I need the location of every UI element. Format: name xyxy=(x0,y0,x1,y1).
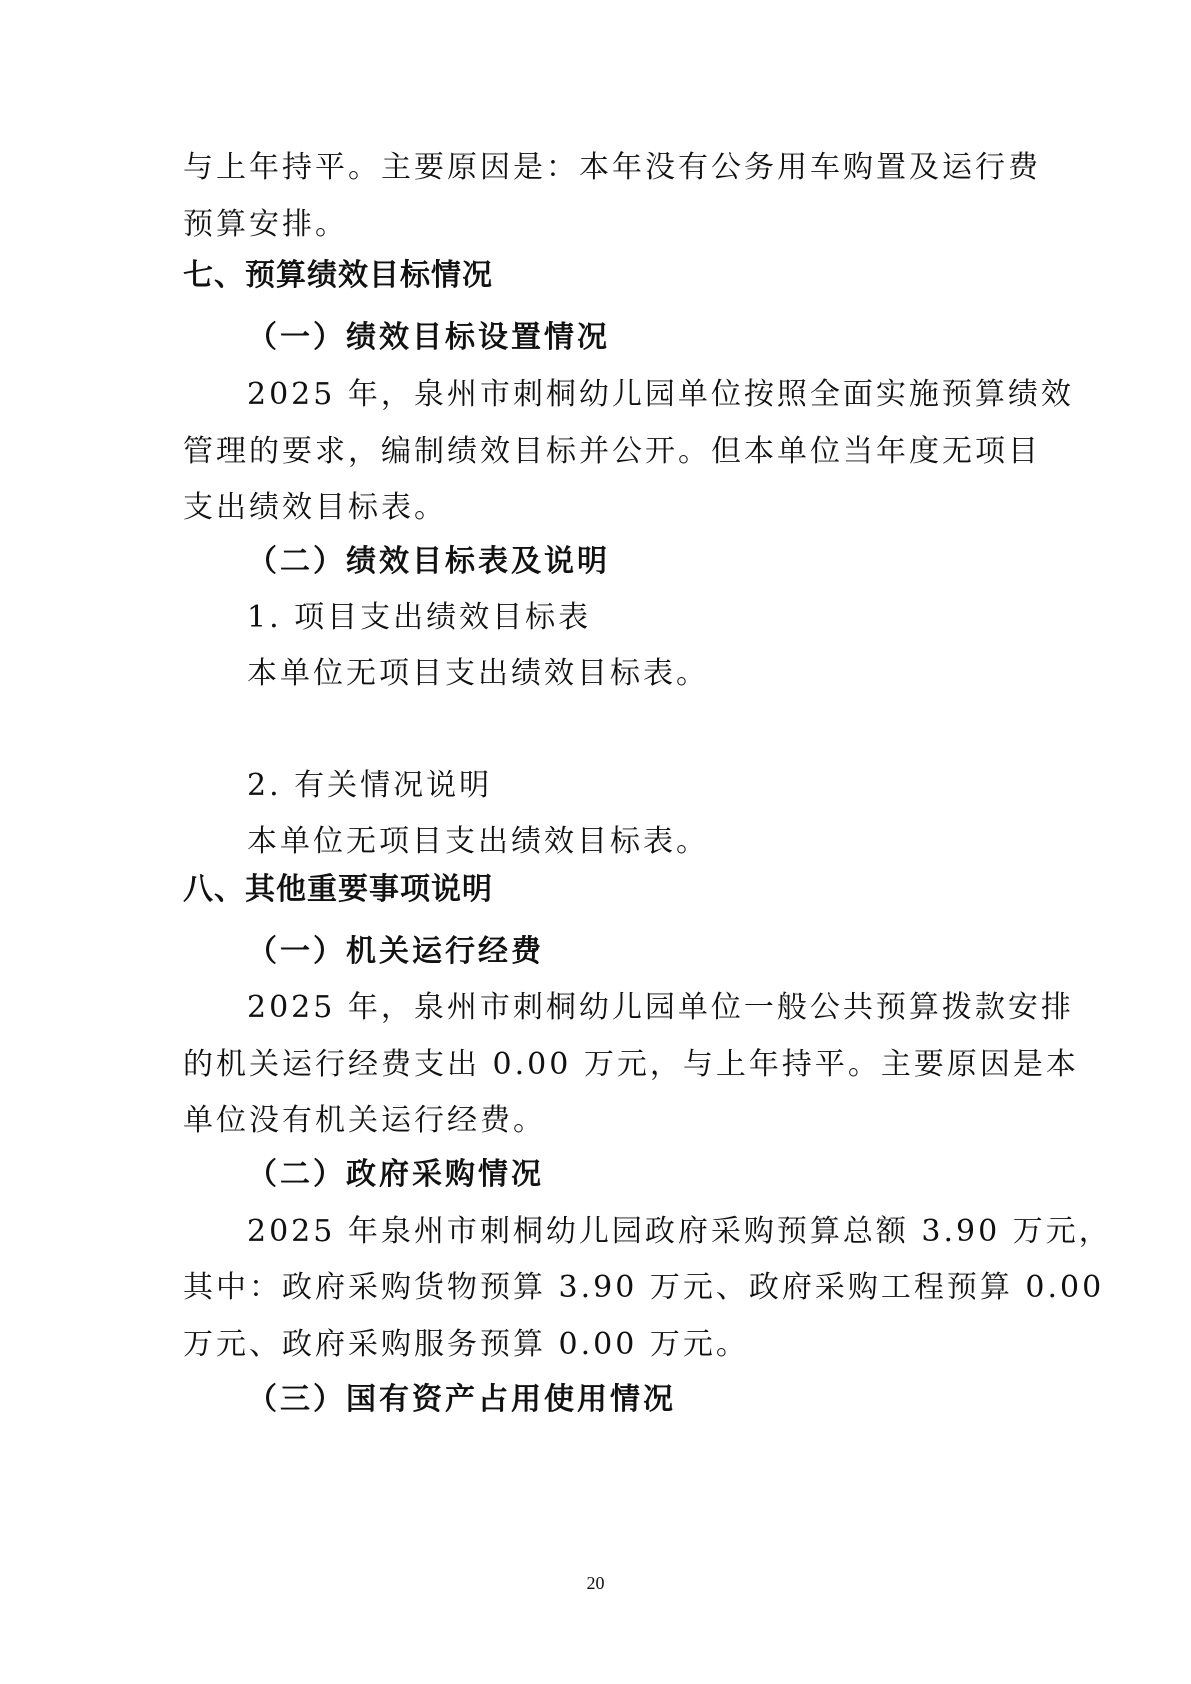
subsection-heading: （一）机关运行经费 xyxy=(247,934,544,969)
paragraph-line: 单位没有机关运行经费。 xyxy=(183,1103,546,1138)
paragraph-line: 与上年持平。主要原因是：本年没有公务用车购置及运行费 xyxy=(183,150,1041,185)
paragraph-line: 2025 年，泉州市刺桐幼儿园单位按照全面实施预算绩效 xyxy=(247,377,1074,412)
paragraph-line: 万元、政府采购服务预算 0.00 万元。 xyxy=(183,1327,749,1362)
section-heading-seven: 七、预算绩效目标情况 xyxy=(183,258,493,293)
page-number: 20 xyxy=(586,1573,605,1593)
subsection-heading: （二）绩效目标表及说明 xyxy=(247,544,610,579)
subsection-heading: （一）绩效目标设置情况 xyxy=(247,320,610,355)
paragraph-line: 其中：政府采购货物预算 3.90 万元、政府采购工程预算 0.00 xyxy=(183,1270,1105,1305)
paragraph-line: 本单位无项目支出绩效目标表。 xyxy=(247,824,709,859)
list-item-title: 1. 项目支出绩效目标表 xyxy=(247,600,592,635)
paragraph-line: 支出绩效目标表。 xyxy=(183,490,447,525)
subsection-heading: （三）国有资产占用使用情况 xyxy=(247,1382,676,1417)
paragraph-line: 管理的要求，编制绩效目标并公开。但本单位当年度无项目 xyxy=(183,434,1041,469)
paragraph-line: 的机关运行经费支出 0.00 万元，与上年持平。主要原因是本 xyxy=(183,1047,1079,1082)
subsection-heading: （二）政府采购情况 xyxy=(247,1157,544,1192)
paragraph-line: 2025 年泉州市刺桐幼儿园政府采购预算总额 3.90 万元， xyxy=(247,1214,1112,1249)
list-item-title: 2. 有关情况说明 xyxy=(247,768,493,803)
section-heading-eight: 八、其他重要事项说明 xyxy=(183,872,493,907)
paragraph-line: 2025 年，泉州市刺桐幼儿园单位一般公共预算拨款安排 xyxy=(247,990,1074,1025)
paragraph-line: 本单位无项目支出绩效目标表。 xyxy=(247,656,709,691)
paragraph-line: 预算安排。 xyxy=(183,207,348,242)
